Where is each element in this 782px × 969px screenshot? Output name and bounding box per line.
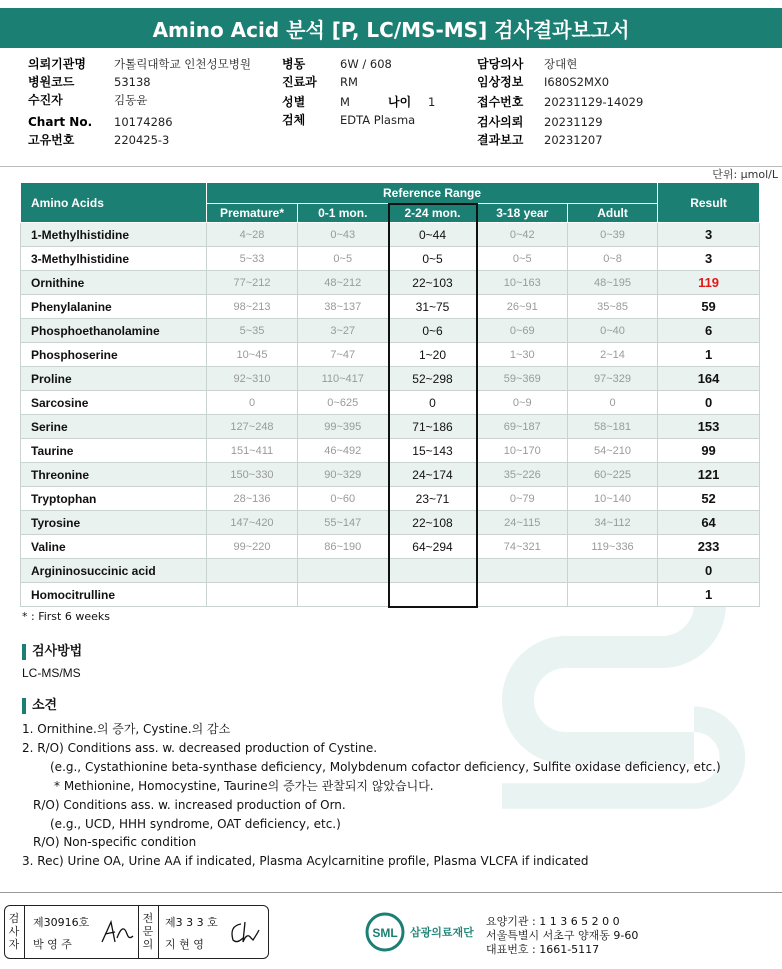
reference-range-cell: 0 bbox=[389, 391, 477, 415]
reference-range-cell: 0~5 bbox=[477, 247, 568, 271]
doctor-title-char: 의 bbox=[142, 938, 154, 951]
reference-range-cell: 0~42 bbox=[477, 223, 568, 247]
result-cell: 6 bbox=[658, 319, 760, 343]
unit-label: 단위: μmol/L bbox=[712, 168, 778, 181]
amino-acid-table bbox=[20, 182, 760, 608]
reference-range-cell: 24~115 bbox=[477, 511, 568, 535]
doctor-title-char: 문 bbox=[142, 925, 154, 938]
amino-acid-name: Serine bbox=[21, 415, 207, 439]
result-cell: 0 bbox=[658, 391, 760, 415]
reference-range-cell bbox=[298, 559, 389, 583]
reference-range-cell: 59~369 bbox=[477, 367, 568, 391]
table-row bbox=[21, 535, 760, 559]
amino-acid-name: Taurine bbox=[21, 439, 207, 463]
info-label: 수진자 bbox=[28, 93, 63, 107]
info-value: I680S2MX0 bbox=[544, 75, 610, 89]
reference-range-cell: 46~492 bbox=[298, 439, 389, 463]
table-row bbox=[21, 247, 760, 271]
info-value: 김동윤 bbox=[114, 93, 148, 107]
info-label: Chart No. bbox=[28, 115, 93, 129]
reference-range-cell bbox=[298, 583, 389, 607]
col-premature: Premature* bbox=[207, 204, 298, 223]
reference-range-cell: 98~213 bbox=[207, 295, 298, 319]
report-title: Amino Acid 분석 [P, LC/MS-MS] 검사결과보고서 bbox=[0, 8, 782, 48]
info-label: 담당의사 bbox=[477, 57, 524, 71]
result-cell: 121 bbox=[658, 463, 760, 487]
finding-line: R/O) Conditions ass. w. increased production of Orn. bbox=[33, 798, 346, 812]
info-value: 10174286 bbox=[114, 115, 173, 129]
reference-range-cell: 48~195 bbox=[568, 271, 658, 295]
reference-range-cell: 35~85 bbox=[568, 295, 658, 319]
table-row bbox=[21, 583, 760, 607]
amino-acid-name: 3-Methylhistidine bbox=[21, 247, 207, 271]
reference-range-cell: 99~395 bbox=[298, 415, 389, 439]
reference-range-cell: 0~5 bbox=[298, 247, 389, 271]
reference-range-cell: 0~79 bbox=[477, 487, 568, 511]
finding-line: 3. Rec) Urine OA, Urine AA if indicated, Plasma Acylcarnitine profile, Plasma VLCFA if indicated bbox=[22, 854, 589, 868]
sml-logo-icon bbox=[365, 912, 405, 952]
org-name: 삼광의료재단 bbox=[410, 926, 474, 939]
reference-range-cell: 69~187 bbox=[477, 415, 568, 439]
table-row bbox=[21, 391, 760, 415]
signature-box bbox=[4, 905, 269, 959]
finding-line: 2. R/O) Conditions ass. w. decreased production of Cystine. bbox=[22, 741, 378, 755]
reference-range-cell: 74~321 bbox=[477, 535, 568, 559]
reference-range-cell: 5~33 bbox=[207, 247, 298, 271]
reference-range-cell: 0 bbox=[207, 391, 298, 415]
col-reference-range: Reference Range bbox=[207, 183, 658, 204]
reference-range-cell: 151~411 bbox=[207, 439, 298, 463]
table-row bbox=[21, 319, 760, 343]
reference-range-cell: 64~294 bbox=[389, 535, 477, 559]
info-label: 임상정보 bbox=[477, 75, 524, 89]
info-value: 장대현 bbox=[544, 57, 578, 71]
patient-info bbox=[0, 55, 782, 165]
result-cell: 59 bbox=[658, 295, 760, 319]
col-result: Result bbox=[658, 183, 760, 223]
amino-acid-name: Tryptophan bbox=[21, 487, 207, 511]
col-adult: Adult bbox=[568, 204, 658, 223]
divider bbox=[0, 892, 782, 893]
finding-line: 1. Ornithine.의 증가, Cystine.의 감소 bbox=[22, 722, 231, 736]
result-cell: 1 bbox=[658, 583, 760, 607]
info-value: 20231129-14029 bbox=[544, 95, 644, 109]
info-label: 진료과 bbox=[282, 75, 317, 89]
result-cell: 0 bbox=[658, 559, 760, 583]
reference-range-cell bbox=[389, 559, 477, 583]
reference-range-cell: 5~35 bbox=[207, 319, 298, 343]
reference-range-cell: 23~71 bbox=[389, 487, 477, 511]
table-row bbox=[21, 511, 760, 535]
reference-range-cell: 58~181 bbox=[568, 415, 658, 439]
reference-range-cell: 150~330 bbox=[207, 463, 298, 487]
finding-line: (e.g., UCD, HHH syndrome, OAT deficiency, etc.) bbox=[50, 817, 341, 831]
reference-range-cell: 0~9 bbox=[477, 391, 568, 415]
reference-range-cell: 7~47 bbox=[298, 343, 389, 367]
result-cell: 3 bbox=[658, 247, 760, 271]
info-label: 성별 bbox=[282, 95, 306, 109]
reference-range-cell: 35~226 bbox=[477, 463, 568, 487]
amino-acid-name: Phosphoethanolamine bbox=[21, 319, 207, 343]
reference-range-cell: 0~39 bbox=[568, 223, 658, 247]
reference-range-cell: 1~20 bbox=[389, 343, 477, 367]
result-cell: 1 bbox=[658, 343, 760, 367]
reference-range-cell: 0~60 bbox=[298, 487, 389, 511]
reference-range-cell bbox=[477, 559, 568, 583]
reference-range-cell: 0 bbox=[568, 391, 658, 415]
info-label: 검사의뢰 bbox=[477, 115, 524, 129]
finding-line: * Methionine, Homocystine, Taurine의 증가는 관찰되지 않았습니다. bbox=[54, 779, 434, 793]
info-value: 6W / 608 bbox=[340, 57, 392, 71]
reference-range-cell: 1~30 bbox=[477, 343, 568, 367]
info-label: 검체 bbox=[282, 113, 306, 127]
amino-acid-name: Tyrosine bbox=[21, 511, 207, 535]
amino-acid-name: Sarcosine bbox=[21, 391, 207, 415]
reference-range-cell: 2~14 bbox=[568, 343, 658, 367]
info-label: 결과보고 bbox=[477, 133, 524, 147]
info-label: 의뢰기관명 bbox=[28, 57, 86, 71]
amino-acid-name: Proline bbox=[21, 367, 207, 391]
examiner-title-char: 사 bbox=[8, 925, 20, 938]
reference-range-cell: 0~5 bbox=[389, 247, 477, 271]
doctor-license: 제3 3 3 호 bbox=[165, 916, 218, 929]
reference-range-cell: 71~186 bbox=[389, 415, 477, 439]
divider bbox=[158, 906, 159, 958]
doctor-signature-icon bbox=[227, 918, 263, 948]
table-row bbox=[21, 223, 760, 247]
reference-range-cell: 55~147 bbox=[298, 511, 389, 535]
amino-acid-name: Argininosuccinic acid bbox=[21, 559, 207, 583]
reference-range-cell: 0~8 bbox=[568, 247, 658, 271]
table-row bbox=[21, 343, 760, 367]
divider bbox=[138, 906, 139, 958]
reference-range-cell bbox=[207, 559, 298, 583]
reference-range-cell: 0~44 bbox=[389, 223, 477, 247]
reference-range-cell bbox=[568, 559, 658, 583]
info-value: M bbox=[340, 95, 350, 109]
amino-acid-name: Ornithine bbox=[21, 271, 207, 295]
table-row bbox=[21, 463, 760, 487]
info-label: 병원코드 bbox=[28, 75, 75, 89]
reference-range-cell: 99~220 bbox=[207, 535, 298, 559]
examiner-signature-icon bbox=[99, 918, 135, 948]
result-cell: 164 bbox=[658, 367, 760, 391]
amino-acid-name: Phosphoserine bbox=[21, 343, 207, 367]
method-heading: 검사방법 bbox=[22, 644, 82, 660]
info-value: 220425-3 bbox=[114, 133, 170, 147]
info-value: RM bbox=[340, 75, 358, 89]
amino-acid-name: Valine bbox=[21, 535, 207, 559]
reference-range-cell: 22~108 bbox=[389, 511, 477, 535]
reference-range-cell: 10~140 bbox=[568, 487, 658, 511]
reference-range-cell: 34~112 bbox=[568, 511, 658, 535]
reference-range-cell: 52~298 bbox=[389, 367, 477, 391]
org-phone: 대표번호 : 1661-5117 bbox=[486, 943, 600, 956]
reference-range-cell: 38~137 bbox=[298, 295, 389, 319]
reference-range-cell: 0~69 bbox=[477, 319, 568, 343]
col-0-1-mon: 0-1 mon. bbox=[298, 204, 389, 223]
reference-range-cell: 22~103 bbox=[389, 271, 477, 295]
footnote: * : First 6 weeks bbox=[22, 610, 110, 623]
divider bbox=[24, 906, 25, 958]
finding-line: R/O) Non-specific condition bbox=[33, 835, 197, 849]
reference-range-cell: 10~170 bbox=[477, 439, 568, 463]
info-value: 가톨릭대학교 인천성모병원 bbox=[114, 57, 251, 71]
table-row bbox=[21, 271, 760, 295]
reference-range-cell: 92~310 bbox=[207, 367, 298, 391]
table-body bbox=[21, 223, 760, 607]
divider bbox=[0, 166, 782, 167]
result-cell: 99 bbox=[658, 439, 760, 463]
reference-range-cell: 10~163 bbox=[477, 271, 568, 295]
finding-line: (e.g., Cystathionine beta-synthase deficiency, Molybdenum cofactor deficiency, Sulfite oxidase deficiency, etc.) bbox=[50, 760, 721, 774]
reference-range-cell: 86~190 bbox=[298, 535, 389, 559]
reference-range-cell bbox=[477, 583, 568, 607]
reference-range-cell: 0~43 bbox=[298, 223, 389, 247]
reference-range-cell: 3~27 bbox=[298, 319, 389, 343]
reference-range-cell: 26~91 bbox=[477, 295, 568, 319]
info-label: 접수번호 bbox=[477, 95, 524, 109]
reference-range-cell: 0~6 bbox=[389, 319, 477, 343]
reference-range-cell: 97~329 bbox=[568, 367, 658, 391]
examiner-title-char: 검 bbox=[8, 912, 20, 925]
reference-range-cell: 10~45 bbox=[207, 343, 298, 367]
table-row bbox=[21, 367, 760, 391]
result-cell: 64 bbox=[658, 511, 760, 535]
reference-range-cell: 31~75 bbox=[389, 295, 477, 319]
reference-range-cell: 77~212 bbox=[207, 271, 298, 295]
reference-range-cell: 15~143 bbox=[389, 439, 477, 463]
doctor-title-char: 전 bbox=[142, 912, 154, 925]
result-cell: 153 bbox=[658, 415, 760, 439]
method-text: LC-MS/MS bbox=[22, 666, 81, 680]
info-value: 20231207 bbox=[544, 133, 603, 147]
table-row bbox=[21, 295, 760, 319]
amino-acid-name: 1-Methylhistidine bbox=[21, 223, 207, 247]
reference-range-cell: 90~329 bbox=[298, 463, 389, 487]
examiner-name: 박 영 주 bbox=[33, 938, 72, 951]
table-row bbox=[21, 415, 760, 439]
amino-acid-name: Threonine bbox=[21, 463, 207, 487]
reference-range-cell: 0~40 bbox=[568, 319, 658, 343]
age-label: 나이 bbox=[388, 95, 412, 109]
amino-acid-name: Phenylalanine bbox=[21, 295, 207, 319]
org-address: 서울특별시 서초구 양재동 9-60 bbox=[486, 929, 639, 942]
reference-range-cell: 119~336 bbox=[568, 535, 658, 559]
findings-heading: 소견 bbox=[22, 698, 57, 714]
info-value: EDTA Plasma bbox=[340, 113, 416, 127]
reference-range-cell: 54~210 bbox=[568, 439, 658, 463]
examiner-title-char: 자 bbox=[8, 938, 20, 951]
org-code: 요양기관 : 1 1 3 6 5 2 0 0 bbox=[486, 915, 620, 928]
reference-range-cell: 28~136 bbox=[207, 487, 298, 511]
result-cell: 52 bbox=[658, 487, 760, 511]
info-value: 20231129 bbox=[544, 115, 603, 129]
reference-range-cell: 60~225 bbox=[568, 463, 658, 487]
info-label: 병동 bbox=[282, 57, 306, 71]
amino-acid-name: Homocitrulline bbox=[21, 583, 207, 607]
result-cell: 119 bbox=[658, 271, 760, 295]
table-row bbox=[21, 439, 760, 463]
table-row bbox=[21, 487, 760, 511]
examiner-license: 제30916호 bbox=[33, 916, 90, 929]
reference-range-cell: 110~417 bbox=[298, 367, 389, 391]
result-cell: 3 bbox=[658, 223, 760, 247]
reference-range-cell: 48~212 bbox=[298, 271, 389, 295]
reference-range-cell bbox=[207, 583, 298, 607]
col-amino-acids: Amino Acids bbox=[21, 183, 207, 223]
reference-range-cell: 127~248 bbox=[207, 415, 298, 439]
reference-range-cell: 147~420 bbox=[207, 511, 298, 535]
logo-mark: SML bbox=[372, 926, 398, 940]
reference-range-cell bbox=[389, 583, 477, 607]
reference-range-cell bbox=[568, 583, 658, 607]
reference-range-cell: 24~174 bbox=[389, 463, 477, 487]
reference-range-cell: 0~625 bbox=[298, 391, 389, 415]
doctor-name: 지 현 영 bbox=[165, 938, 204, 951]
table-row bbox=[21, 559, 760, 583]
col-2-24-mon: 2-24 mon. bbox=[389, 204, 477, 223]
result-cell: 233 bbox=[658, 535, 760, 559]
info-label: 고유번호 bbox=[28, 133, 75, 147]
col-3-18-year: 3-18 year bbox=[477, 204, 568, 223]
reference-range-cell: 4~28 bbox=[207, 223, 298, 247]
info-value: 53138 bbox=[114, 75, 151, 89]
age-value: 1 bbox=[428, 95, 436, 109]
